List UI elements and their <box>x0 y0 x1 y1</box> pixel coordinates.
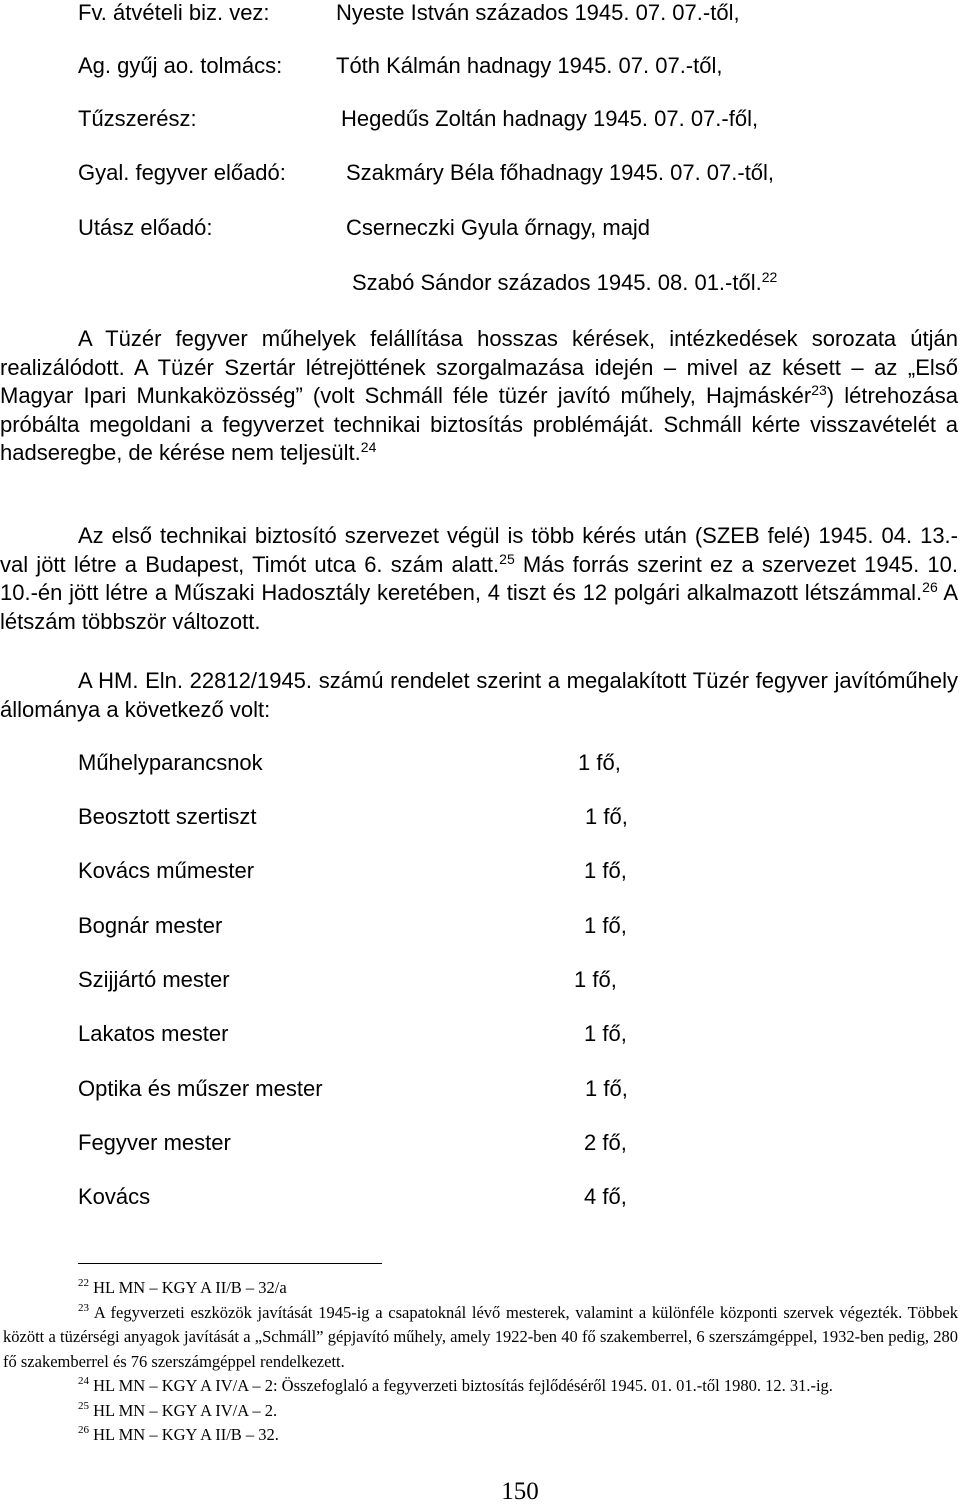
assignment-person: Szakmáry Béla főhadnagy 1945. 07. 07.-től, <box>346 160 775 185</box>
assignment-role: Fv. átvételi biz. vez: <box>78 0 270 25</box>
footnote-number: 24 <box>78 1375 89 1387</box>
footnote <box>3 1276 958 1301</box>
footnote-ref: 23 <box>811 382 827 398</box>
footnote-text: HL MN – KGY A IV/A – 2: Összefoglaló a fegyverzeti biztosítás fejlődéséről 1945. 01. 01.-től 1980. 12. 31.-ig. <box>93 1376 833 1395</box>
staff-count: 2 fő, <box>584 1130 627 1155</box>
staff-count: 1 fő, <box>574 967 617 992</box>
assignment-person: Tóth Kálmán hadnagy 1945. 07. 07.-től, <box>336 53 723 78</box>
paragraph-organization <box>0 522 958 636</box>
footnote-number: 26 <box>78 1424 89 1436</box>
staff-position: Beosztott szertiszt <box>78 804 257 829</box>
footnote-ref: 24 <box>360 439 377 455</box>
footnote <box>3 1374 958 1399</box>
paragraph-text: A Tüzér fegyver műhelyek felállítása hosszas kérések, intézkedések sorozata útján realizálódott. A Tüzér Szertár létrejöttének szorgalmazása idején – mivel az késett – az „Első Magyar Ipari Munkaközösség” (volt Schmáll féle tüzér javító műhely, Hajmáskér <box>0 326 958 408</box>
paragraph-decree <box>0 667 958 724</box>
staff-position: Kovács műmester <box>78 858 255 883</box>
assignment-role: Gyal. fegyver előadó: <box>78 160 286 185</box>
footnote <box>3 1301 958 1375</box>
footnote <box>3 1399 958 1424</box>
assignment-person <box>352 270 777 296</box>
staff-count: 1 fő, <box>584 858 627 883</box>
staff-position: Szijjártó mester <box>78 967 230 992</box>
footnote-ref: 26 <box>922 579 938 595</box>
staff-position: Optika és műszer mester <box>78 1076 323 1101</box>
staff-count: 1 fő, <box>578 750 621 775</box>
staff-count: 1 fő, <box>585 1076 628 1101</box>
footnote-number: 23 <box>78 1301 89 1314</box>
assignment-person: Hegedűs Zoltán hadnagy 1945. 07. 07.-fől, <box>341 106 759 131</box>
footnote-ref: 25 <box>499 550 515 567</box>
paragraph-text: A létszám többször változott. <box>0 580 958 634</box>
staff-position: Kovács <box>78 1184 151 1209</box>
footnote-text: HL MN – KGY A II/B – 32. <box>93 1425 279 1444</box>
staff-count: 1 fő, <box>584 1021 627 1046</box>
footnote-text: A fegyverzeti eszközök javítását 1945-ig a csapatoknál lévő mesterek, valamint a különféle központi szervek végezték. Többek között a tüzérségi anyagok javítását a „Schmáll” gépjavító műhely, amely 1922-ben 40 fő szakemberrel, 6 szerszámgéppel, 1932-ben pedig, 280 fő szakemberrel és 76 szerszámgéppel rendelkezett. <box>3 1302 959 1371</box>
staff-position: Műhelyparancsnok <box>78 750 263 775</box>
assignment-role: Utász előadó: <box>78 215 213 240</box>
paragraph-text: Más forrás szerint ez a szervezet 1945. 10. 10.-én jött létre a Műszaki Hadosztály keretében, 4 tiszt és 12 polgári alkalmazott létszámmal. <box>0 551 959 605</box>
footnotes <box>3 1276 958 1448</box>
page-number: 150 <box>501 1478 539 1505</box>
paragraph-text: ) létrehozása próbálta megoldani a fegyverzet technikai biztosítás problémáját. Schmáll kérte visszavételét a hadseregbe, de kérése nem teljesült. <box>0 383 958 465</box>
footnote-ref: 22 <box>761 269 778 285</box>
staff-count: 1 fő, <box>585 804 628 829</box>
staff-position: Bognár mester <box>78 913 223 938</box>
staff-count: 4 fő, <box>584 1184 627 1209</box>
staff-position: Fegyver mester <box>78 1130 231 1155</box>
paragraph-text: Az első technikai biztosító szervezet végül is több kérés után (SZEB felé) 1945. 04. 13.-val jött létre a Budapest, Timót utca 6. szám alatt. <box>0 523 958 577</box>
footnote-text: HL MN – KGY A IV/A – 2. <box>93 1400 278 1420</box>
footnote-number: 25 <box>78 1399 89 1412</box>
footnote-number: 22 <box>78 1277 89 1289</box>
footnote-separator <box>78 1263 382 1264</box>
assignment-person: Nyeste István százados 1945. 07. 07.-től, <box>336 0 740 25</box>
assignment-person: Cserneczki Gyula őrnagy, majd <box>346 215 651 240</box>
assignment-person-text: Szabó Sándor százados 1945. 08. 01.-től. <box>352 270 762 295</box>
footnote <box>3 1423 958 1448</box>
footnote-text: HL MN – KGY A II/B – 32/a <box>93 1278 287 1297</box>
staff-position: Lakatos mester <box>78 1021 229 1046</box>
assignment-role: Ag. gyűj ao. tolmács: <box>78 53 283 78</box>
staff-count: 1 fő, <box>584 913 627 938</box>
paragraph-text: A HM. Eln. 22812/1945. számú rendelet szerint a megalakított Tüzér fegyver javítóműhely állománya a következő volt: <box>0 668 958 722</box>
assignment-role: Tűzszerész: <box>78 106 197 131</box>
paragraph-workshops <box>0 325 958 468</box>
